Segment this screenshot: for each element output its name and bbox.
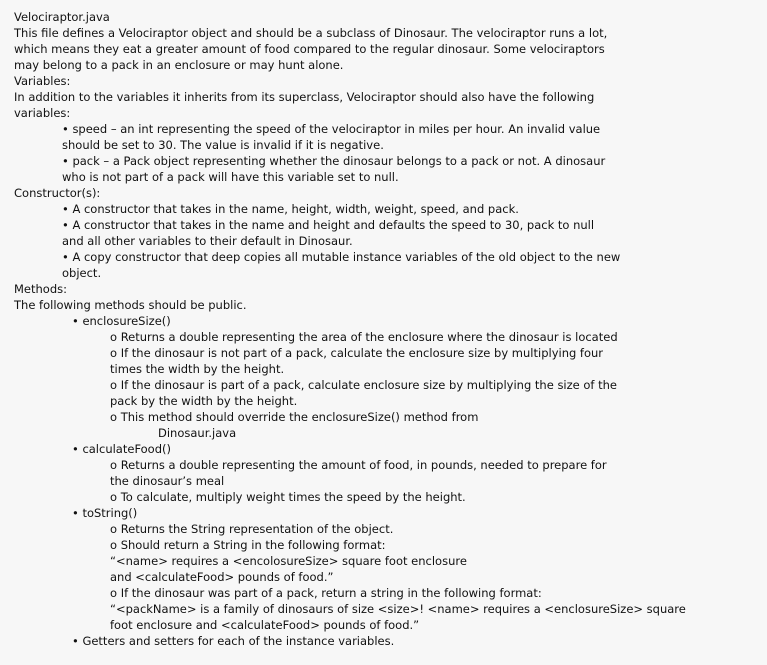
method-enclosure-size: • enclosureSize() [72,314,171,328]
format-string: and <calculateFood> pounds of food.” [110,570,334,584]
methods-heading: Methods: [14,282,67,296]
method-detail: Dinosaur.java [158,426,237,440]
method-calculate-food: • calculateFood() [72,442,171,456]
method-detail: times the width by the height. [110,362,285,376]
constructor-item: and all other variables to their default in Dinosaur. [62,234,353,248]
methods-desc: The following methods should be public. [14,298,247,312]
method-detail: pack by the width by the height. [110,394,298,408]
format-string: “<packName> is a family of dinosaurs of size <size>! <name> requires a <enclosureSize> square [110,602,686,616]
method-detail: o If the dinosaur was part of a pack, return a string in the following format: [110,586,542,600]
method-detail: o This method should override the enclosureSize() method from [110,410,479,424]
method-detail: o Returns a double representing the area of the enclosure where the dinosaur is located [110,330,618,344]
constructors-heading: Constructor(s): [14,186,101,200]
variables-heading: Variables: [14,74,71,88]
method-detail: o To calculate, multiply weight times the speed by the height. [110,490,466,504]
var-pack: who is not part of a pack will have this variable set to null. [62,170,399,184]
method-detail: the dinosaur’s meal [110,474,225,488]
var-pack: • pack – a Pack object representing whether the dinosaur belongs to a pack or not. A dinosaur [62,154,606,168]
var-speed: • speed – an int representing the speed of the velociraptor in miles per hour. An invalid value [62,122,601,136]
constructor-item: • A copy constructor that deep copies all mutable instance variables of the old object to the new [62,250,621,264]
constructor-item: • A constructor that takes in the name and height and defaults the speed to 30, pack to null [62,218,595,232]
format-string: “<name> requires a <encolosureSize> square foot enclosure [110,554,467,568]
intro-line: may belong to a pack in an enclosure or may hunt alone. [14,58,344,72]
method-detail: o If the dinosaur is not part of a pack, calculate the enclosure size by multiplying four [110,346,604,360]
constructor-item: • A constructor that takes in the name, height, width, weight, speed, and pack. [62,202,519,216]
intro-line: which means they eat a greater amount of food compared to the regular dinosaur. Some velociraptors [14,42,605,56]
file-title: Velociraptor.java [14,10,110,24]
variables-desc: variables: [14,106,71,120]
method-detail: o Should return a String in the following format: [110,538,386,552]
method-detail: o If the dinosaur is part of a pack, calculate enclosure size by multiplying the size of the [110,378,618,392]
constructor-item: object. [62,266,102,280]
document [14,9,759,649]
method-detail: o Returns the String representation of the object. [110,522,394,536]
intro-line: This file defines a Velociraptor object and should be a subclass of Dinosaur. The velociraptor runs a lot, [14,26,608,40]
variables-desc: In addition to the variables it inherits from its superclass, Velociraptor should also have the following [14,90,595,104]
var-speed: should be set to 30. The value is invalid if it is negative. [62,138,384,152]
method-detail: o Returns a double representing the amount of food, in pounds, needed to prepare for [110,458,607,472]
getters-setters: • Getters and setters for each of the instance variables. [72,634,395,648]
format-string: foot enclosure and <calculateFood> pounds of food.” [110,618,420,632]
method-to-string: • toString() [72,506,138,520]
